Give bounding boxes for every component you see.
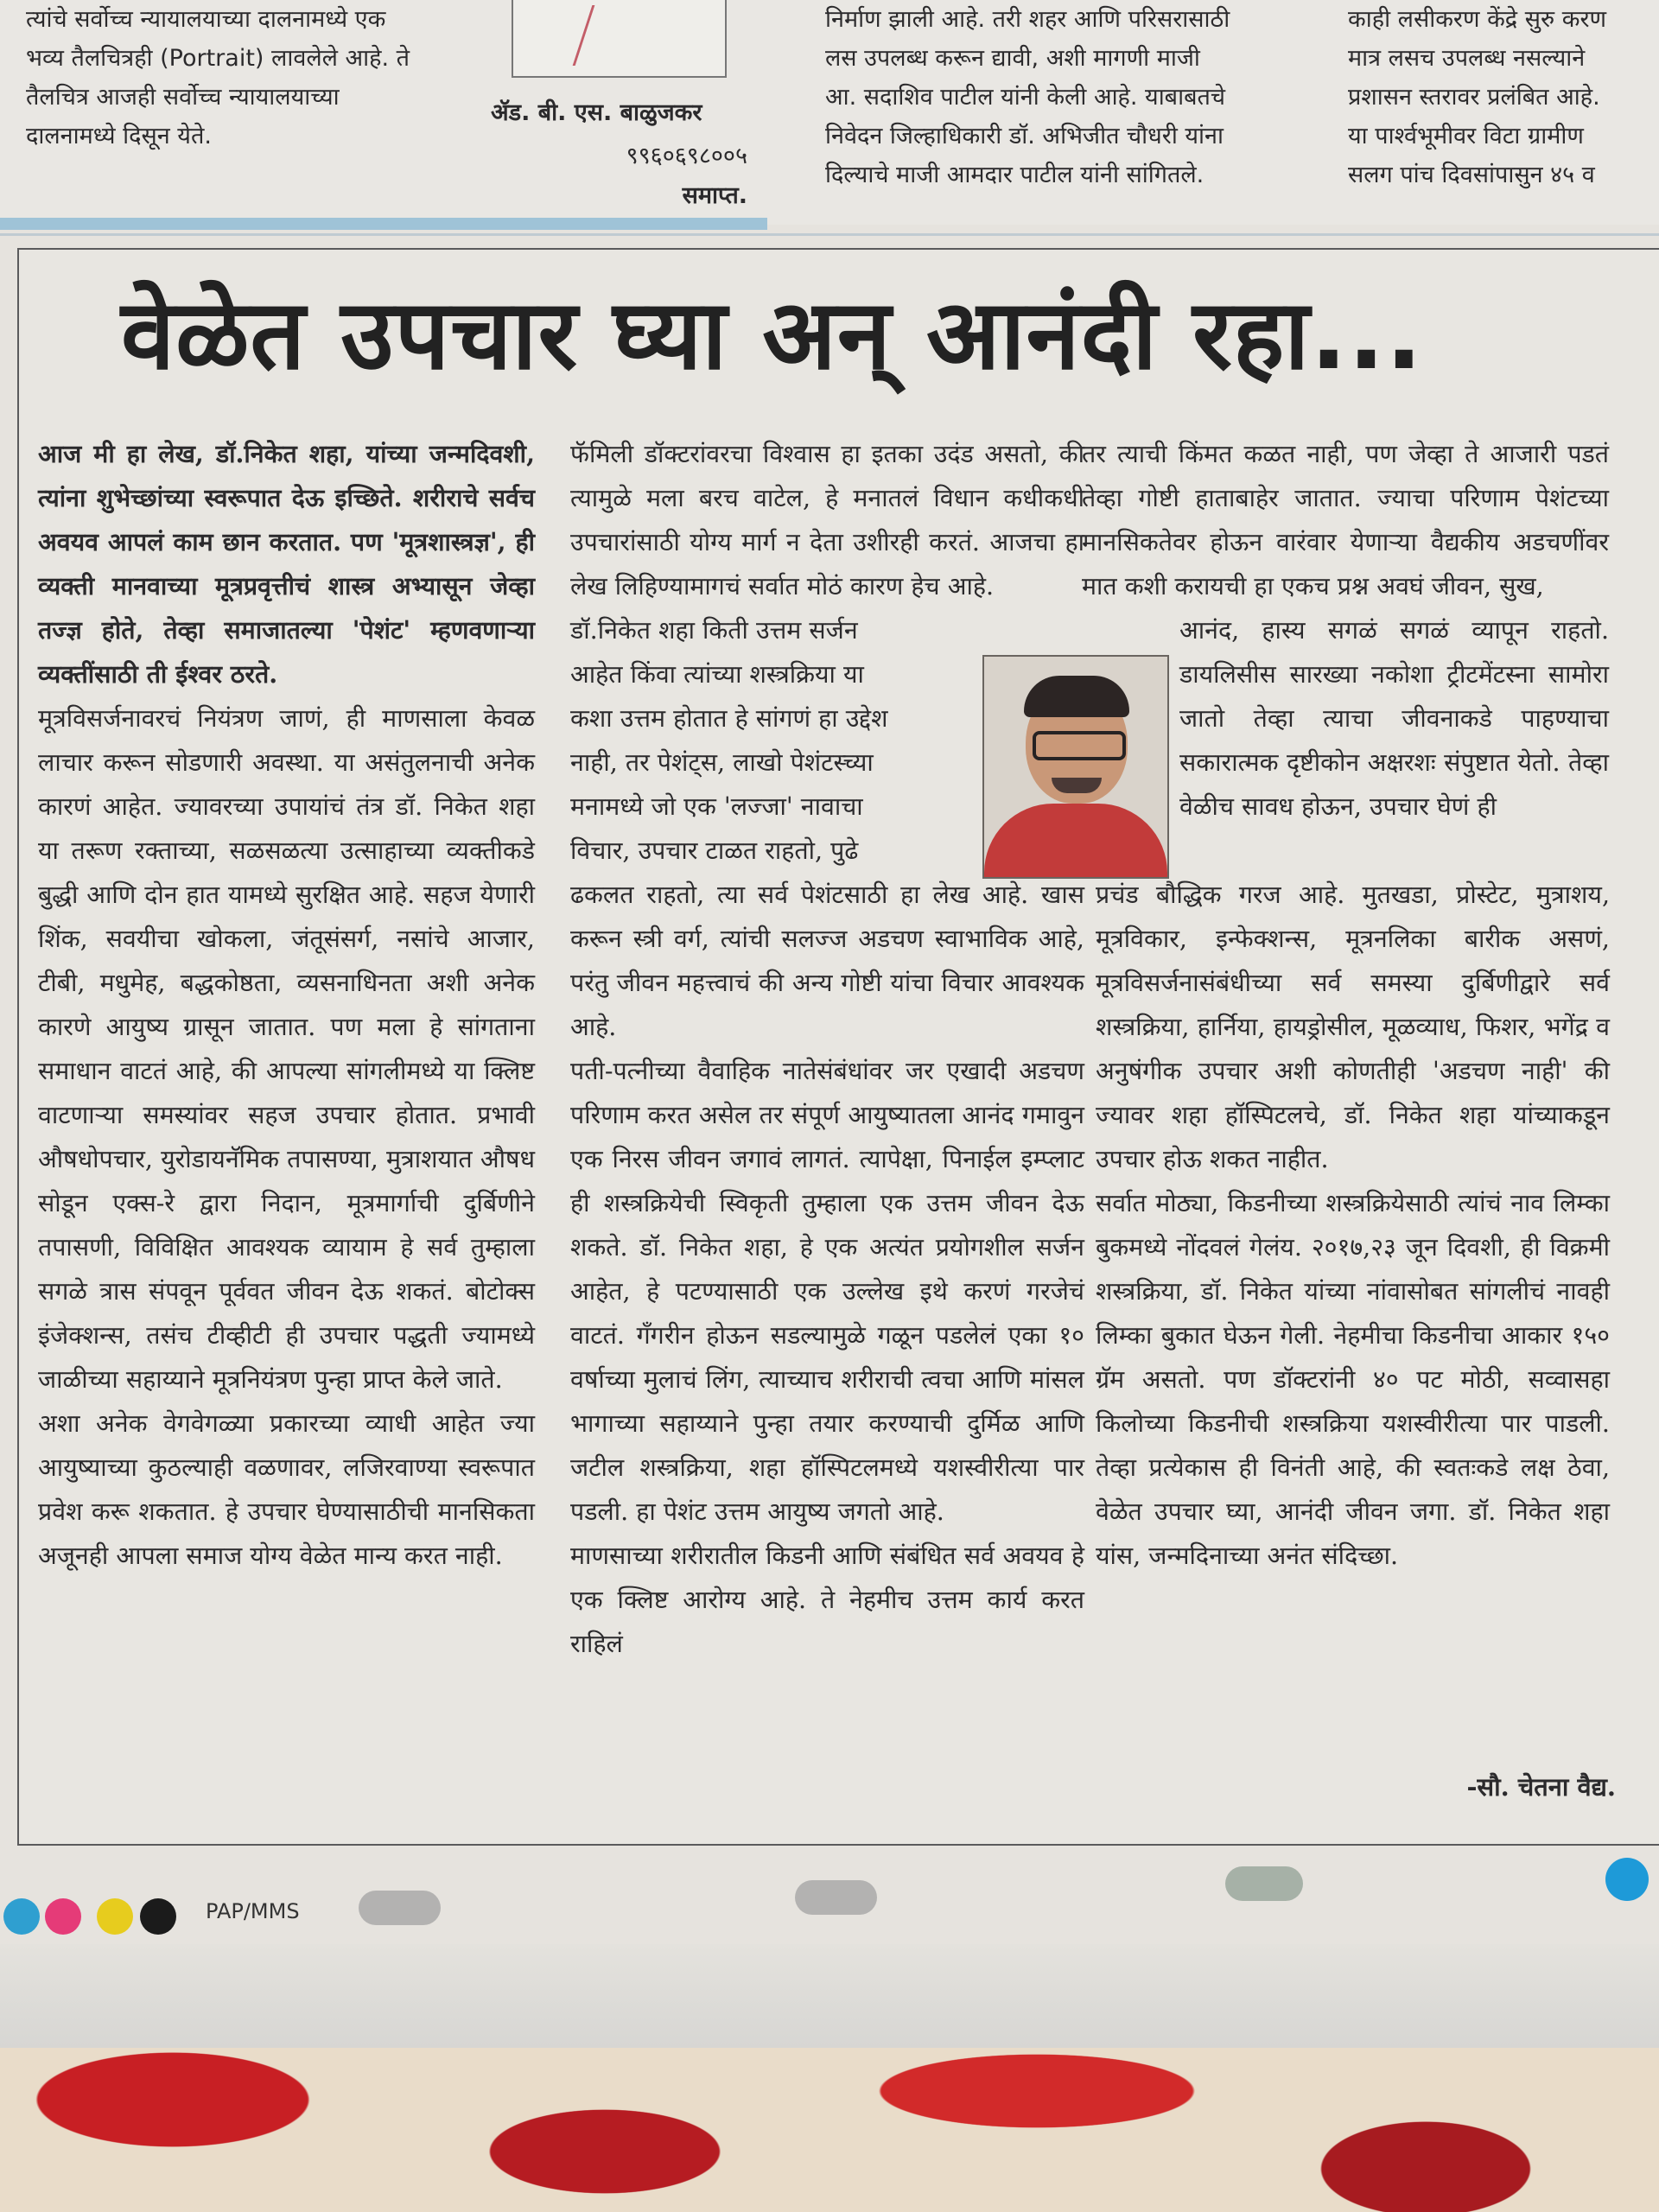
article-column-1-body: मूत्रविसर्जनावरचं नियंत्रण जाणं, ही माणसाला केवळ लाचार करून सोडणारी अवस्था. या असंतुलनाची अनेक कारणं आहेत. ज्यावरच्या उपायांचं तंत्र डॉ. निकेत शहा या तरूण रक्ताच्या, सळसळत्या उत्साहाच्या व्यक्तीकडे बुद्धी आणि दोन हात यामध्ये सुरक्षित आहे. सहज येणारी शिंक, सवयीचा खोकला, जंतूसंसर्ग, नसांचे आजार, टीबी, मधुमेह, बद्धकोष्ठता, व्यसनाधिनता अशी अनेक कारणे आयुष्य ग्रासून जातात. पण मला हे सांगताना समाधान वाटतं आहे, की आपल्या सांगलीमध्ये या क्लिष्ट वाटणाऱ्या समस्यांवर सहज उपचार होतात. प्रभावी औषधोपचार, युरोडायनॅमिक तपासण्या, मुत्राशयात औषध सोडून एक्स-रे द्वारा निदान, मूत्रमार्गाची दुर्बिणीने तपासणी, विविक्षित आवश्यक व्यायाम हे सर्व तुम्हाला सगळे त्रास संपवून पूर्ववत जीवन देऊ शकतं. बोटोक्स इंजेक्शन्स, तसंच टीव्हीटी ही उपचार पद्धती ज्यामध्ये जाळीच्या सहाय्याने मूत्रनियंत्रण पुन्हा प्राप्त केले जाते. अशा अनेक वेगवेगळ्या प्रकारच्या व्याधी आहेत ज्या आयुष्याच्या कुठल्याही वळणावर, लजिरवाण्या स्वरूपात प्रवेश करू शकतात. हे उपचार घेण्यासाठीची मानसिकता अजूनही आपला समाज योग्य वेळेत मान्य करत नाही. bbox=[38, 704, 535, 1570]
registration-mark-gray bbox=[1225, 1866, 1303, 1901]
article-signature: -सौ. चेतना वैद्य. bbox=[1466, 1772, 1616, 1802]
registration-mark-yellow bbox=[97, 1898, 133, 1935]
registration-mark-gray bbox=[359, 1891, 441, 1925]
doctor-photo bbox=[982, 655, 1169, 879]
article-lead-paragraph: आज मी हा लेख, डॉ.निकेत शहा, यांच्या जन्मदिवशी, त्यांना शुभेच्छांच्या स्वरूपात देऊ इच्छिते. शरीराचे सर्वच अवयव आपलं काम छान करतात. पण 'मूत्रशास्त्रज्ञ', ही व्यक्ती मानवाच्या मूत्रप्रवृत्तीचं शास्त्र अभ्यासून जेव्हा तज्ज्ञ होते, तेव्हा समाजातल्या 'पेशंट' म्हणवणाऱ्या व्यक्तींसाठी ती ईश्वर ठरते. bbox=[38, 439, 535, 689]
registration-mark-black bbox=[140, 1898, 176, 1935]
blue-divider-band bbox=[0, 218, 767, 230]
divider-line bbox=[0, 233, 1659, 236]
paper-margin bbox=[0, 1944, 1659, 2048]
article-column-3-wrap: आनंद, हास्य सगळं सगळं व्यापून राहतो. डायलिसीस सारख्या नकोशा ट्रीटमेंटस्ना सामोरा जातो तेव्हा त्याचा जीवनाकडे पाहण्याचा सकारात्मक दृष्टीकोन अक्षरशः संपुष्टात येतो. तेव्हा वेळीच सावध होऊन, उपचार घेणं ही bbox=[1179, 616, 1609, 821]
previous-articles-strip bbox=[0, 0, 1659, 225]
previous-article-middle-text: निर्माण झाली आहे. तरी शहर आणि परिसरासाठी लस उपलब्ध करून द्यावी, अशी मागणी माजी आ. सदाशिव पाटील यांनी केली आहे. याबाबतचे निवेदन जिल्हाधिकारी डॉ. अभिजीत चौधरी यांना दिल्याचे माजी आमदार पाटील यांनी सांगितले. bbox=[825, 6, 1230, 188]
article-column-3-top: तर त्याची किंमत कळत नाही, पण जेव्हा ते आजारी पडतं तेव्हा गोष्टी हाताबाहेर जातात. ज्याचा परिणाम पेशंटच्या मानसिकतेवर होऊन वारंवार येणाऱ्या वैद्यकीय अडचणींवर मात कशी करायची हा एकच प्रश्न अवघं जीवन, सुख, bbox=[1082, 440, 1609, 601]
background-cloth bbox=[0, 2048, 1659, 2212]
print-code-label: PAP/MMS bbox=[206, 1899, 300, 1923]
registration-mark-cyan bbox=[3, 1898, 40, 1935]
previous-article-phone: ९९६०६९८००५ bbox=[626, 143, 747, 169]
article-column-2: फॅमिली डॉक्टरांवरचा विश्वास हा इतका उदंड असतो, की त्यामुळे मला बरच वाटेल, हे मनातलं विधान कधीकधी उपचारांसाठी योग्य मार्ग न देता उशीरही करतं. आजचा हा लेख लिहिण्यामागचं सर्वात मोठं कारण हेच आहे. डॉ.निकेत शहा किती उत्तम सर्जन आहेत किंवा त्यांच्या शस्त्रक्रिया या कशा उत्तम होतात हे सांगणं हा उद्देश नाही, तर पेशंट्स, लाखो पेशंटस्च्या मनामध्ये जो एक 'लज्जा' नावाचा विचार, उपचार टाळत राहतो, पुढे ढकलत राहतो, त्या सर्व पेशंटसाठी हा लेख आहे. खास करून स्त्री वर्ग, त्यांची सलज्ज अडचण स्वाभाविक आहे, परंतु जीवन महत्त्वाचं की अन्य गोष्टी यांचा विचार आवश्यक आहे. पती-पत्नीच्या वैवाहिक नातेसंबंधांवर जर एखादी अडचण परिणाम करत असेल तर संपूर्ण आयुष्यातला आनंद गमावुन एक निरस जीवन जगावं लागतं. त्यापेक्षा, पिनाईल इम्प्लाट ही शस्त्रक्रियेची स्विकृती तुम्हाला एक उत्तम जीवन देऊ शकते. डॉ. निकेत शहा, हे एक अत्यंत प्रयोगशील सर्जन आहेत, हे पटण्यासाठी एक उल्लेख इथे करणं गरजेचं वाटतं. गँगरीन होऊन सडल्यामुळे गळून पडलेलं एका १० वर्षाच्या मुलाचं लिंग, त्याच्याच शरीराची त्वचा आणि मांसल भागाच्या सहाय्याने पुन्हा तयार करण्याची दुर्मिळ आणि जटील शस्त्रक्रिया, शहा हॉस्पिटलमध्ये यशस्वीरीत्या पार पडली. हा पेशंट उत्तम आयुष्य जगतो आहे. माणसाच्या शरीरातील किडनी आणि संबंधित सर्व अवयव हे एक क्लिष्ट आरोग्य आहे. ते नेहमीच उत्तम कार्य करत राहिलं bbox=[570, 440, 1084, 1658]
registration-mark-gray bbox=[795, 1880, 877, 1915]
previous-article-end-label: समाप्त. bbox=[682, 182, 747, 209]
portrait-sketch-image bbox=[512, 0, 727, 78]
article-column-1 bbox=[38, 432, 535, 1578]
article-column-3-bottom: प्रचंड बौद्धिक गरज आहे. मुतखडा, प्रोस्टेट, मुत्राशय, मूत्रविकार, इन्फेक्शन्स, मूत्रनलिका बारीक असणं, मूत्रविसर्जनासंबंधीच्या सर्व समस्या दुर्बिणीद्वारे सर्व शस्त्रक्रिया, हार्निया, हायड्रोसील, मूळव्याध, फिशर, भगेंद्र व अनुषंगीक उपचार अशी कोणतीही 'अडचण नाही' की ज्यावर शहा हॉस्पिटलचे, डॉ. निकेत शहा यांच्याकडून उपचार होऊ शकत नाहीत. सर्वात मोठ्या, किडनीच्या शस्त्रक्रियेसाठी त्यांचं नाव लिम्का बुकमध्ये नोंदवलं गेलंय. २०१७,२३ जून दिवशी, ही विक्रमी शस्त्रक्रिया, डॉ. निकेत यांच्या नांवासोबत सांगलीचं नावही लिम्का बुकात घेऊन गेली. नेहमीचा किडनीचा आकार १५० ग्रॅम असतो. पण डॉक्टरांनी ४० पट मोठी, सव्वासहा किलोच्या किडनीची शस्त्रक्रिया यशस्वीरीत्या पार पाडली. तेव्हा प्रत्येकास ही विनंती आहे, की स्वतःकडे लक्ष ठेवा, वेळेत उपचार घ्या, आनंदी जीवन जगा. डॉ. निकेत शहा यांस, जन्मदिनाच्या अनंत संदिच्छा. bbox=[1096, 880, 1610, 1570]
previous-article-right-text: काही लसीकरण केंद्रे सुरु करण मात्र लसच उपलब्ध नसल्याने प्रशासन स्तरावर प्रलंबित आहे. या पार्श्वभूमीवर विटा ग्रामीण सलग पांच दिवसांपासुन ४५ व bbox=[1348, 6, 1607, 188]
previous-article-author: ॲड. बी. एस. बाळुजकर bbox=[491, 99, 702, 126]
article-headline: वेळेत उपचार घ्या अन् आनंदी रहा... bbox=[121, 279, 1424, 391]
registration-mark-cyan-right bbox=[1605, 1858, 1649, 1901]
previous-article-left-text: त्यांचे सर्वोच्च न्यायालयाच्या दालनामध्ये एक भव्य तैलचित्रही (Portrait) लावलेले आहे. ते तैलचित्र आजही सर्वोच्च न्यायालयाच्या दालनामध्ये दिसून येते. bbox=[26, 6, 410, 149]
registration-mark-magenta bbox=[45, 1898, 81, 1935]
